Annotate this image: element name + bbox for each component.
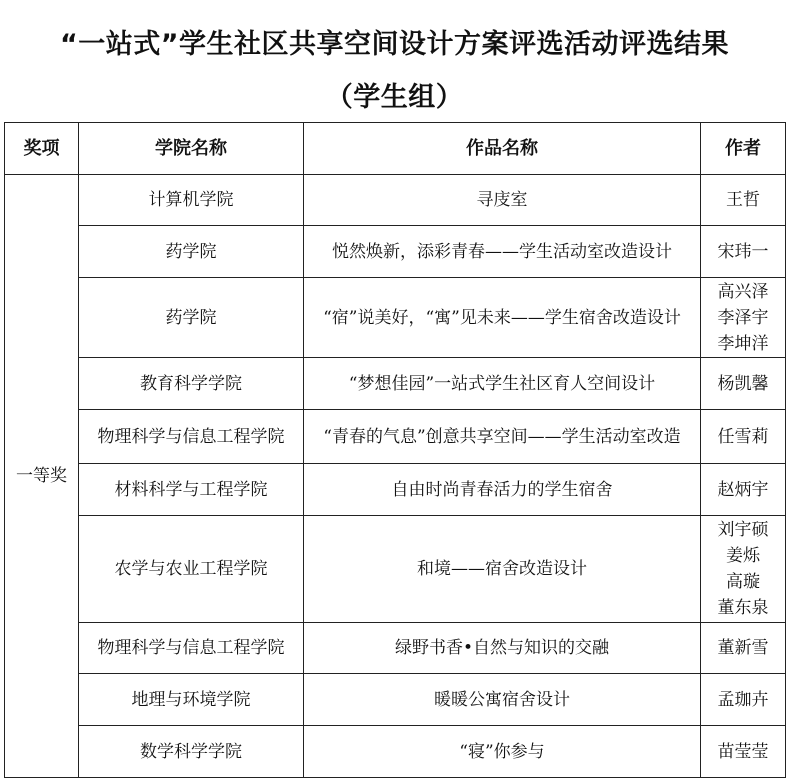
author-cell: 董新雪 [701,623,786,674]
header-row [5,123,786,175]
work-cell: 绿野书香•自然与知识的交融 [304,623,701,674]
author-name: 高兴泽 [717,281,769,302]
work-cell: 暖暖公寓宿舍设计 [304,674,701,726]
table-row [5,464,786,516]
award-cell: 一等奖 [5,175,79,778]
college-cell: 地理与环境学院 [79,674,304,726]
author-cell: 杨凯馨 [701,358,786,410]
college-cell: 数学科学学院 [79,726,304,778]
results-table [4,122,786,778]
author-cell: 苗莹莹 [701,726,786,778]
college-cell: 药学院 [79,278,304,358]
work-cell: “青春的气息”创意共享空间——学生活动室改造 [304,410,701,464]
college-cell: 教育科学学院 [79,358,304,410]
page-subtitle: （学生组） [325,82,464,113]
author-name: 姜烁 [726,546,760,566]
page-title: “一站式”学生社区共享空间设计方案评选活动评选结果 [60,29,729,60]
college-cell: 农学与农业工程学院 [79,516,304,623]
author-cell: 孟珈卉 [701,674,786,726]
author-name: 刘宇硕 [717,520,769,540]
work-cell: “梦想佳园”一站式学生社区育人空间设计 [304,358,701,410]
author-cell: 王哲 [701,175,786,226]
table-row [5,358,786,410]
header-work: 作品名称 [304,123,701,175]
college-cell: 物理科学与信息工程学院 [79,623,304,674]
table-row [5,623,786,674]
college-cell: 物理科学与信息工程学院 [79,410,304,464]
college-cell: 药学院 [79,226,304,278]
work-cell: 悦然焕新，添彩青春——学生活动室改造设计 [304,226,701,278]
table-row [5,175,786,226]
author-cell [701,278,786,358]
work-cell: “寝”你参与 [304,726,701,778]
college-cell: 计算机学院 [79,175,304,226]
work-cell: 自由时尚青春活力的学生宿舍 [304,464,701,516]
header-award: 奖项 [5,123,79,175]
author-name: 李泽宇 [717,307,769,328]
work-cell: 和境——宿舍改造设计 [304,516,701,623]
header-author: 作者 [701,123,786,175]
author-cell [701,516,786,623]
author-name: 董东泉 [717,598,769,618]
author-cell: 宋玮一 [701,226,786,278]
table-row [5,516,786,623]
author-name: 李坤洋 [717,333,769,354]
table-row [5,278,786,358]
work-cell: 寻庋室 [304,175,701,226]
table-row [5,726,786,778]
author-cell: 赵炳宇 [701,464,786,516]
work-cell: “宿”说美好，“寓”见未来——学生宿舍改造设计 [304,278,701,358]
author-name: 高璇 [726,572,760,592]
table-row [5,226,786,278]
college-cell: 材料科学与工程学院 [79,464,304,516]
table-row [5,674,786,726]
author-cell: 任雪莉 [701,410,786,464]
header-college: 学院名称 [79,123,304,175]
table-row [5,410,786,464]
